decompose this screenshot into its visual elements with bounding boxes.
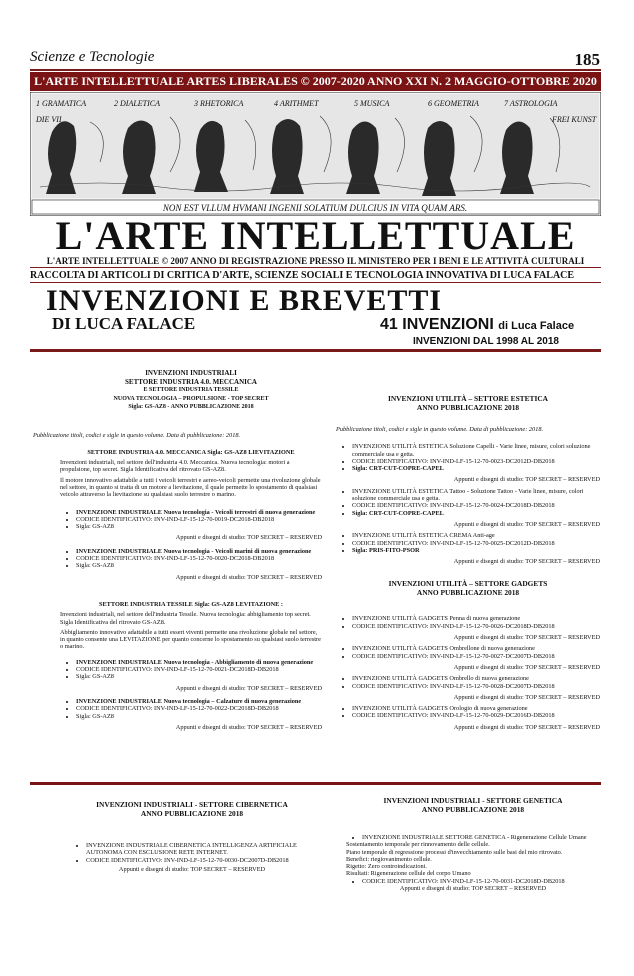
- list-item: • INVENZIONE UTILITÀ GADGETS Penna di nuova generazione: [352, 615, 600, 622]
- art-label-5: 5 MUSICA: [354, 99, 390, 108]
- block1-title: SETTORE INDUSTRIA 4.0. MECCANICA Sigla: GS-AZ8 LIEVITAZIONE: [87, 448, 295, 456]
- collection-line: RACCOLTA DI ARTICOLI DI CRITICA D'ARTE, SCIENZE SOCIALI E TECNOLOGIA INNOVATIVA DI LUCA FALACE: [30, 270, 575, 281]
- genetica-line: Rigetto: Zero controindicazioni.: [346, 863, 427, 871]
- list-item: • Sigla: GS-AZ8: [76, 523, 322, 530]
- corner-right-label: FREI KUNST: [552, 115, 597, 124]
- mid-rule: [30, 267, 601, 268]
- gadgets-heading-1: INVENZIONI UTILITÀ – SETTORE GADGETS: [388, 579, 548, 589]
- list-item: • INVENZIONE INDUSTRIALE Nuova tecnologia – Calzature di nuova generazione: [76, 698, 322, 705]
- block2-text: Invenzioni industriali, nel settore dell'industria Tessile. Nuova tecnologia: abbigliamento top secret. Sigla Identificativa del ritrovato GS-AZ8.: [60, 611, 311, 626]
- list-item: • INVENZIONE UTILITÀ ESTETICA Soluzione Capelli - Varie linee, misure, colori soluzione commerciale usa e getta.: [352, 443, 600, 458]
- left-heading-3: E SETTORE INDUSTRIA TESSILE: [143, 387, 239, 393]
- list-item: • CODICE IDENTIFICATIVO: INV-IND-LF-15-12-70-0022-DC2018D-DB2018: [76, 705, 322, 712]
- estetica-heading-1: INVENZIONI UTILITÀ – SETTORE ESTETICA: [387, 394, 549, 403]
- art-label-2: 2 DIALETICA: [114, 99, 160, 108]
- count-author: di Luca Falace: [498, 320, 575, 332]
- list-item: • Sigla: GS-AZ8: [76, 673, 322, 680]
- list-item: • Sigla: GS-AZ8: [76, 562, 322, 569]
- section-label: Scienze e Tecnologie: [30, 49, 155, 65]
- list-item: • CODICE IDENTIFICATIVO: INV-IND-LF-15-12-70-0025-DC2012D-DB2018: [352, 540, 600, 547]
- corner-left-label: DIE VII: [36, 115, 62, 124]
- list-item: • INVENZIONE INDUSTRIALE SETTORE GENETICA - Rigenerazione Cellule Umane: [362, 834, 600, 841]
- page-title: INVENZIONI E BREVETTI: [46, 284, 443, 317]
- list-item: • Sigla: CRT-CUT-COPRE-CAPEL: [352, 510, 600, 517]
- author: DI LUCA FALACE: [52, 314, 196, 333]
- left-heading-1: INVENZIONI INDUSTRIALI: [145, 369, 237, 377]
- list-item: • INVENZIONE UTILITÀ GADGETS Orologio di nuova generazione: [352, 705, 600, 712]
- left-heading-5: Sigla: GS-AZ8 - ANNO PUBBLICAZIONE 2018: [128, 404, 254, 410]
- genetica-line: Sostentamento temporale per rinnovamento delle cellule.: [346, 841, 490, 849]
- section-divider: [30, 782, 601, 785]
- genetica-line: Piano temporale di regressione processi d'invecchiamento sulle basi del mio ritrovato.: [346, 848, 563, 856]
- secret-note: Appunti e disegni di studio: TOP SECRET – RESERVED: [453, 693, 600, 701]
- left-heading-2: SETTORE INDUSTRIA 4.0. MECCANICA: [125, 377, 257, 386]
- genetica-heading-1: INVENZIONI INDUSTRIALI - SETTORE GENETICA: [383, 796, 563, 805]
- figure-arithmetica: [270, 119, 304, 194]
- secret-note: Appunti e disegni di studio: TOP SECRET – RESERVED: [453, 476, 600, 484]
- count-main: 41 INVENZIONI: [380, 316, 494, 333]
- list-item: • INVENZIONE INDUSTRIALE Nuova tecnologia - Abbigliamento di nuova generazione: [76, 659, 322, 666]
- art-label-1: 1 GRAMATICA: [36, 99, 87, 108]
- masthead: L'ARTE INTELLETTUALE: [55, 213, 576, 258]
- list-item: • Sigla: GS-AZ8: [76, 713, 322, 720]
- list-item: • INVENZIONE UTILITÀ GADGETS Ombrellone di nuova generazione: [352, 645, 600, 652]
- list-item: • INVENZIONE INDUSTRIALE Nuova tecnologia - Veicoli terrestri di nuova generazione: [76, 509, 322, 516]
- right-column: [336, 394, 600, 731]
- block2-title: SETTORE INDUSTRIA TESSILE Sigla: GS-AZ8 LEVITAZIONE :: [98, 600, 284, 608]
- genetica-block: [346, 796, 600, 892]
- art-label-6: 6 GEOMETRIA: [428, 99, 479, 108]
- secret-note: Appunti e disegni di studio: TOP SECRET – RESERVED: [453, 558, 600, 566]
- invention-range: INVENZIONI DAL 1998 AL 2018: [413, 336, 559, 347]
- cibernetica-heading-2: ANNO PUBBLICAZIONE 2018: [140, 809, 244, 818]
- list-item: • CODICE IDENTIFICATIVO: INV-IND-LF-15-12-70-0021-DC2018D-DB2018: [76, 666, 322, 673]
- list-item: • INVENZIONE UTILITÀ ESTETICA Tattoo - Soluzione Tattoo - Varie linee, misure, colori soluzione commerciale usa e getta.: [352, 488, 600, 503]
- figure-dialetica: [122, 120, 156, 194]
- secret-note: Appunti e disegni di studio: TOP SECRET – RESERVED: [399, 885, 547, 893]
- journal-banner: L'ARTE INTELLETTUALE ARTES LIBERALES © 2007-2020 ANNO XXI N. 2 MAGGIO-OTTOBRE 2020: [30, 72, 601, 91]
- list-item: • CODICE IDENTIFICATIVO: INV-IND-LF-15-12-70-0031-DC2018D-DB2018: [362, 878, 600, 885]
- left-column: [33, 369, 322, 731]
- mid-rule-2: [30, 282, 601, 283]
- block1-text2: Il motore innovativo adattabile a tutti i veicoli terrestri e aereo-veicoli permette una rivoluzione globale nel settore, in quanto si tratta di un motore a lievitazione, il quale permette lo spostamento di qualsiasi veicolo attraverso la lievitazione su qualsiasi suolo terrestre o marino.: [60, 476, 321, 499]
- list-item: • CODICE IDENTIFICATIVO: INV-IND-LF-15-12-70-0027-DC2007D-DB2018: [352, 653, 600, 660]
- list-item: • CODICE IDENTIFICATIVO: INV-IND-LF-15-12-70-0019-DC2018-DB2018: [76, 516, 322, 523]
- top-rule: [30, 69, 601, 71]
- secret-note: Appunti e disegni di studio: TOP SECRET – RESERVED: [453, 663, 600, 671]
- gadgets-heading-2: ANNO PUBBLICAZIONE 2018: [416, 588, 520, 598]
- block1-text: Invenzioni industriali, nel settore dell'industria 4.0. Meccanica. Nuova tecnologia: motori a propulsione, top secret. Sigla Identificativa del ritrovato GS-AZ8.: [60, 459, 290, 474]
- art-label-7: 7 ASTROLOGIA: [504, 99, 558, 108]
- list-item: • CODICE IDENTIFICATIVO: INV-IND-LF-15-12-70-0029-DC2016D-DB2018: [352, 712, 600, 719]
- art-label-4: 4 ARITHMET: [274, 99, 319, 108]
- right-pub-note: Pubblicazione titoli, codici e sigle in questo volume. Data di pubblicazione: 2018.: [336, 426, 544, 433]
- list-item: • CODICE IDENTIFICATIVO: INV-IND-LF-15-12-70-0024-DC2018D-DB2018: [352, 502, 600, 509]
- secret-note: Appunti e disegni di studio: TOP SECRET – RESERVED: [175, 723, 322, 731]
- cibernetica-heading-1: INVENZIONI INDUSTRIALI - SETTORE CIBERNETICA: [96, 800, 288, 809]
- list-item: • CODICE IDENTIFICATIVO: INV-IND-LF-15-12-70-0026-DC2018D-DB2018: [352, 623, 600, 630]
- registration-line: L'ARTE INTELLETTUALE © 2007 ANNO DI REGISTRAZIONE PRESSO IL MINISTERO PER I BENI E LE ATTIVITÀ CULTURALI: [46, 256, 585, 266]
- list-item: • INVENZIONE UTILITÀ GADGETS Ombrello di nuova generazione: [352, 675, 600, 682]
- list-item: • INVENZIONE INDUSTRIALE Nuova tecnologia - Veicoli marini di nuova generazione: [76, 548, 322, 555]
- liberal-arts-engraving: [30, 92, 601, 216]
- list-item: • CODICE IDENTIFICATIVO: INV-IND-LF-15-12-70-0023-DC2012D-DB2018: [352, 458, 600, 465]
- genetica-heading-2: ANNO PUBBLICAZIONE 2018: [421, 805, 525, 814]
- page-number: 185: [574, 50, 600, 69]
- secret-note: Appunti e disegni di studio: TOP SECRET – RESERVED: [175, 534, 322, 542]
- list-item: • INVENZIONE INDUSTRIALE CIBERNETICA INTELLIGENZA ARTIFICIALE AUTONOMA CON ESCLUSIONE RETE INTERNET.: [86, 842, 314, 857]
- secret-note: Appunti e disegni di studio: TOP SECRET – RESERVED: [175, 573, 322, 581]
- genetica-line: Risultati: Rigenerazione cellule del corpo Umano: [346, 870, 471, 878]
- estetica-heading-2: ANNO PUBBLICAZIONE 2018: [416, 403, 520, 412]
- title-rule: [30, 349, 601, 352]
- block2-text2: Abbigliamento innovativo adattabile a tutti esseri viventi permette una rivoluzione globale nel settore, in quanto consente una LEVITAZIONE per quanto concerne lo spostamento su qualsiasi suolo terrestre o marino.: [60, 628, 321, 651]
- figure-geometria: [422, 121, 456, 196]
- invention-count: [380, 316, 574, 334]
- secret-note: Appunti e disegni di studio: TOP SECRET – RESERVED: [453, 634, 600, 642]
- list-item: • Sigla: CRT-CUT-COPRE-CAPEL: [352, 465, 600, 472]
- left-heading-4: NUOVA TECNOLOGIA – PROPULSIONE - TOP SECRET: [113, 395, 269, 402]
- list-item: • Sigla: PRIS-FITO-PSOR: [352, 547, 600, 554]
- list-item: • CODICE IDENTIFICATIVO: INV-IND-LF-15-12-70-0030-DC2007D-DB2018: [86, 857, 314, 864]
- list-item: • CODICE IDENTIFICATIVO: INV-IND-LF-15-12-70-0020-DC2018-DB2018: [76, 555, 322, 562]
- engraving-motto: NON EST VLLUM HVMANI INGENII SOLATIUM DULCIUS IN VITA QUAM ARS.: [162, 203, 468, 213]
- list-item: • CODICE IDENTIFICATIVO: INV-IND-LF-15-12-70-0028-DC2007D-DB2018: [352, 683, 600, 690]
- art-label-3: 3 RHETORICA: [194, 99, 244, 108]
- left-pub-note: Pubblicazione titoli, codici e sigle in questo volume. Data di pubblicazione: 2018.: [33, 431, 241, 439]
- genetica-line: Benefici: riegiovanimento cellule.: [346, 855, 432, 863]
- cibernetica-block: [70, 800, 314, 873]
- list-item: • INVENZIONE UTILITÀ ESTETICA CREMA Anti-age: [352, 532, 600, 539]
- secret-note: Appunti e disegni di studio: TOP SECRET – RESERVED: [453, 723, 600, 731]
- secret-note: Appunti e disegni di studio: TOP SECRET – RESERVED: [175, 684, 322, 692]
- secret-note: Appunti e disegni di studio: TOP SECRET – RESERVED: [118, 865, 266, 873]
- secret-note: Appunti e disegni di studio: TOP SECRET – RESERVED: [453, 520, 600, 528]
